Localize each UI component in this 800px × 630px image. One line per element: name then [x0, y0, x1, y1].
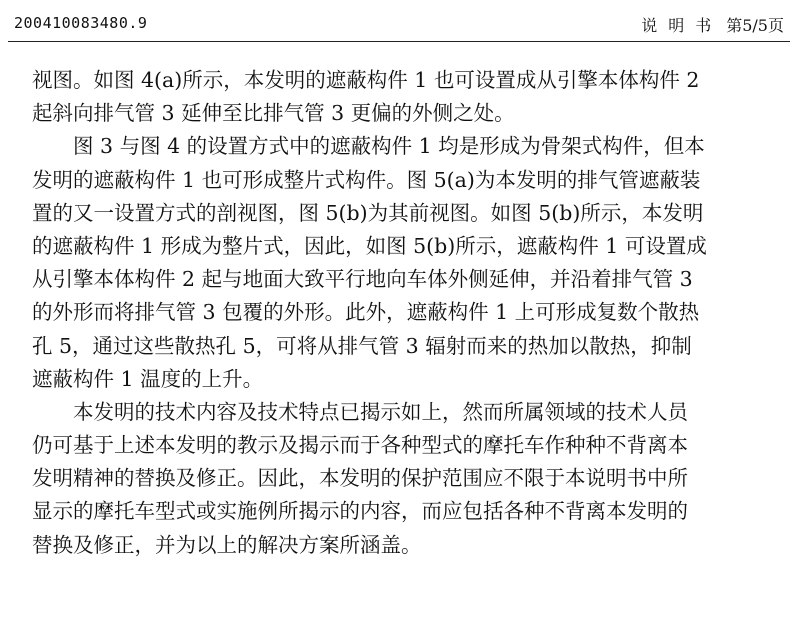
text-line: 遮蔽构件 1 温度的上升。: [32, 366, 264, 391]
text-line: 仍可基于上述本发明的教示及揭示而于各种型式的摩托车作种种不背离本: [32, 433, 688, 458]
text-line: 本发明的技术内容及技术特点已揭示如上，然而所属领域的技术人员: [73, 399, 688, 424]
body-text: [32, 64, 752, 562]
text-line: 替换及修正，并为以上的解决方案所涵盖。: [32, 532, 422, 557]
text-line: 的遮蔽构件 1 形成为整片式，因此，如图 5(b)所示，遮蔽构件 1 可设置成: [32, 233, 707, 258]
application-number: 200410083480.9: [14, 14, 148, 32]
text-line: 视图。如图 4(a)所示，本发明的遮蔽构件 1 也可设置成从引擎本体构件 2: [32, 68, 700, 92]
text-line: 起斜向排气管 3 延伸至比排气管 3 更偏的外侧之处。: [32, 101, 515, 126]
text-line: 置的又一设置方式的剖视图，图 5(b)为其前视图。如图 5(b)所示，本发明: [32, 200, 704, 225]
text-line: 显示的摩托车型式或实施例所揭示的内容，而应包括各种不背离本发明的: [32, 499, 688, 524]
page-header: [8, 6, 784, 36]
text-line: 图 3 与图 4 的设置方式中的遮蔽构件 1 均是形成为骨架式构件，但本: [73, 134, 705, 159]
text-line: 从引擎本体构件 2 起与地面大致平行地向车体外侧延伸，并沿着排气管 3: [32, 267, 693, 292]
document-type-label: 说明书: [641, 16, 723, 35]
page-number: 第5/5页: [726, 16, 784, 35]
header-divider: [8, 41, 790, 42]
text-line: 的外形而将排气管 3 包覆的外形。此外，遮蔽构件 1 上可形成复数个散热: [32, 300, 700, 325]
text-line: 发明的遮蔽构件 1 也可形成整片式构件。图 5(a)为本发明的排气管遮蔽装: [32, 167, 701, 192]
header-right: [641, 13, 784, 36]
text-line: 孔 5，通过这些散热孔 5，可将从排气管 3 辐射而来的热加以散热，抑制: [32, 333, 692, 358]
text-line: 发明精神的替换及修正。因此，本发明的保护范围应不限于本说明书中所: [32, 466, 688, 491]
